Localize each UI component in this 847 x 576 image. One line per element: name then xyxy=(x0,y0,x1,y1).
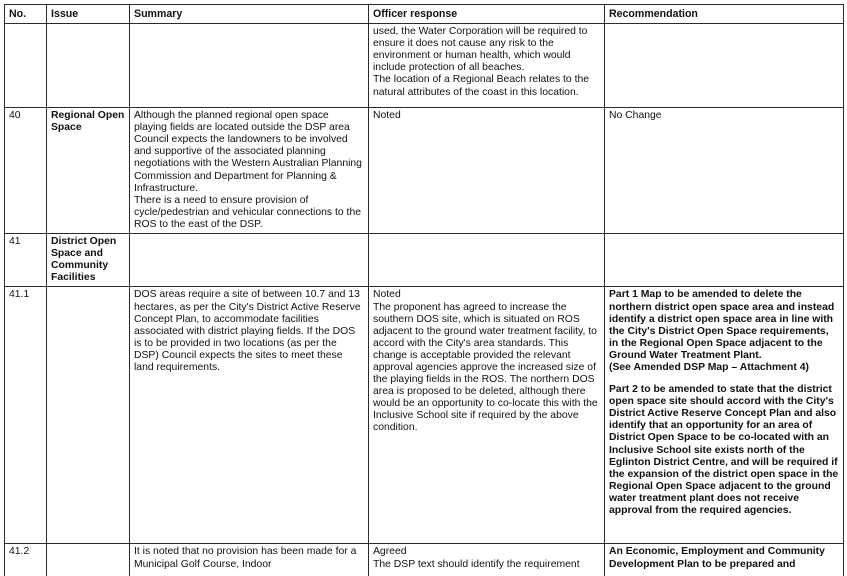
header-officer-response: Officer response xyxy=(369,5,605,24)
cell-recommendation: An Economic, Employment and Community Development Plan to be prepared and xyxy=(605,544,844,576)
cell-officer-response: Noted xyxy=(369,108,605,234)
summary-paragraph: Although the planned regional open space playing fields are located outside the DSP area Council expects the landowners to be involved and supportive of the associated planning negotiations with the Western Australian Planning Commission and Department for Planning & Infrastructure. xyxy=(134,110,362,194)
table-row xyxy=(5,544,844,576)
response-paragraph: The DSP text should identify the requirement xyxy=(373,558,580,570)
response-paragraph: The location of a Regional Beach relates to the natural attributes of the coast in this location. xyxy=(373,74,590,98)
table-row xyxy=(5,24,844,108)
cell-summary xyxy=(130,24,369,108)
header-no: No. xyxy=(5,5,47,24)
cell-officer-response xyxy=(369,544,605,576)
cell-no: 40 xyxy=(5,108,47,234)
header-recommendation: Recommendation xyxy=(605,5,844,24)
cell-officer-response xyxy=(369,24,605,108)
cell-no: 41 xyxy=(5,234,47,287)
recommendation-paragraph: (See Amended DSP Map – Attachment 4) xyxy=(609,361,809,373)
cell-summary xyxy=(130,234,369,287)
cell-recommendation xyxy=(605,234,844,287)
response-paragraph: The proponent has agreed to increase the southern DOS site, which is situated on ROS adjacent to the ground water treatment facility, to accord with the City's area standards. This change is acceptable provided the relevant approval agencies approve the increased size of the playing fields in the ROS. The northern DOS area is proposed to be deleted, although there would be an opportunity to co-locate this with the Inclusive School site if required by the above condition. xyxy=(373,301,598,434)
table-header-row xyxy=(5,5,844,24)
cell-officer-response xyxy=(369,234,605,287)
response-paragraph: Noted xyxy=(373,289,401,301)
response-paragraph: Agreed xyxy=(373,546,407,558)
paragraph-gap xyxy=(609,374,839,384)
header-summary: Summary xyxy=(130,5,369,24)
cell-recommendation xyxy=(605,287,844,544)
cell-no: 41.1 xyxy=(5,287,47,544)
cell-summary: DOS areas require a site of between 10.7 and 13 hectares, as per the City's District Active Reserve Concept Plan, to accommodate facilities associated with district playing fields. If the DOS is to be provided in two locations (as per the DSP) Council expects the sites to meet these land requirements. xyxy=(130,287,369,544)
cell-recommendation xyxy=(605,24,844,108)
cell-summary: It is noted that no provision has been made for a Municipal Golf Course, Indoor xyxy=(130,544,369,576)
recommendation-paragraph: Part 2 to be amended to state that the district open space site should accord with the City's District Active Reserve Concept Plan and also identify that an opportunity for an area of District Open Space to be co-located with an Inclusive School site exists north of the Eglinton District Centre, and will be required if the expansion of the district open space in the Regional Open Space adjacent to the ground water treatment plant does not receive approval from the required agencies. xyxy=(609,384,839,516)
table-row xyxy=(5,108,844,234)
cell-no: 41.2 xyxy=(5,544,47,576)
cell-no xyxy=(5,24,47,108)
cell-issue xyxy=(47,544,130,576)
cell-issue: District Open Space and Community Facilities xyxy=(47,234,130,287)
cell-officer-response xyxy=(369,287,605,544)
header-issue: Issue xyxy=(47,5,130,24)
cell-recommendation: No Change xyxy=(605,108,844,234)
table-row xyxy=(5,287,844,544)
table-row xyxy=(5,234,844,287)
submissions-table xyxy=(4,4,844,576)
response-paragraph: used, the Water Corporation will be required to ensure it does not cause any risk to the environment or human health, which would include protection of all beaches. xyxy=(373,26,588,74)
cell-issue xyxy=(47,287,130,544)
cell-summary xyxy=(130,108,369,234)
summary-paragraph: There is a need to ensure provision of cycle/pedestrian and vehicular connections to the ROS to the east of the DSP. xyxy=(134,194,362,230)
cell-issue: Regional Open Space xyxy=(47,108,130,234)
recommendation-paragraph: Part 1 Map to be amended to delete the northern district open space area and instead identify a district open space area in line with the City's District Open Space requirements, in the Regional Open Space adjacent to the Ground Water Treatment Plant. xyxy=(609,289,835,361)
cell-issue xyxy=(47,24,130,108)
